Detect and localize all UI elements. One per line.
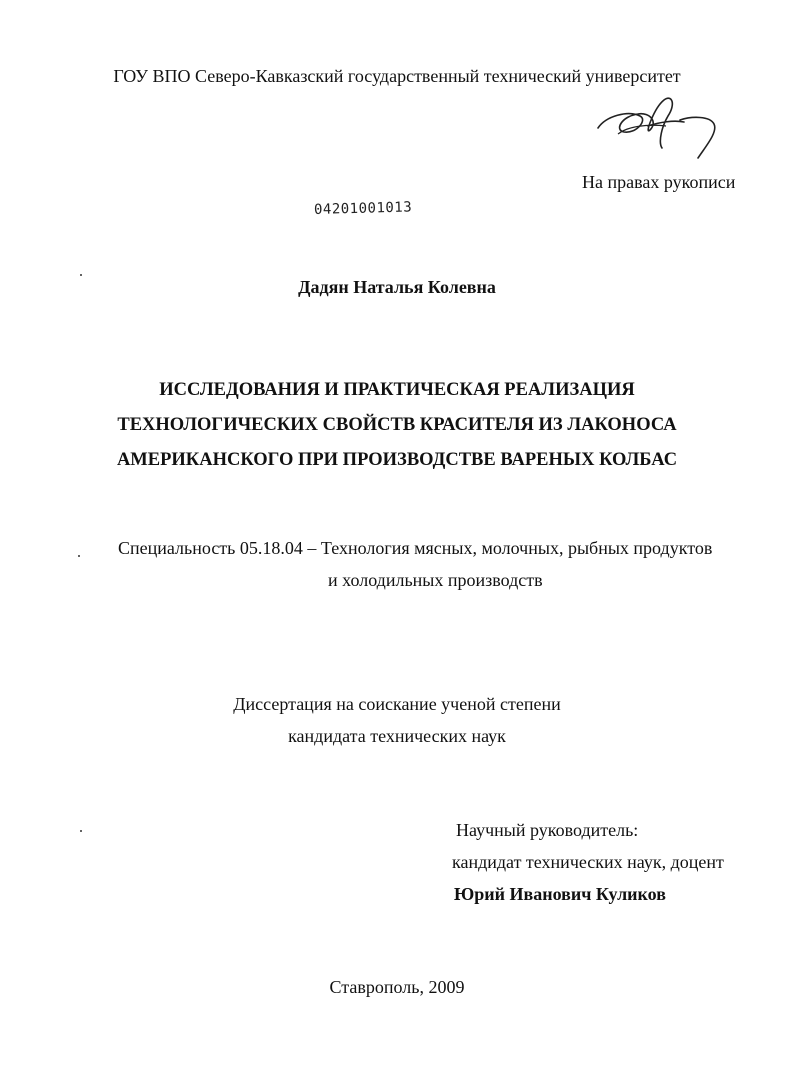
supervisor-label: Научный руководитель: (456, 820, 639, 840)
supervisor-academic-title: кандидат технических наук, доцент (452, 852, 724, 872)
degree-line-2: кандидата технических наук (288, 726, 506, 746)
scan-speck (80, 830, 82, 832)
city-and-year: Ставрополь, 2009 (329, 977, 465, 997)
dissertation-title-line-2: ТЕХНОЛОГИЧЕСКИХ СВОЙСТВ КРАСИТЕЛЯ ИЗ ЛАКОНОСА (117, 415, 677, 435)
handwritten-signature (588, 86, 733, 164)
dissertation-title-line-3: АМЕРИКАНСКОГО ПРИ ПРОИЗВОДСТВЕ ВАРЕНЫХ КОЛБАС (116, 450, 678, 470)
manuscript-rights-note: На правах рукописи (582, 172, 736, 192)
scan-speck (80, 274, 82, 276)
institution-name: ГОУ ВПО Северо-Кавказский государственный технический университет (113, 66, 681, 86)
author-name: Дадян Наталья Колевна (298, 277, 496, 297)
supervisor-name: Юрий Иванович Куликов (454, 884, 666, 904)
scan-speck (78, 555, 80, 557)
degree-line-1: Диссертация на соискание ученой степени (233, 694, 561, 714)
dissertation-title-line-1: ИССЛЕДОВАНИЯ И ПРАКТИЧЕСКАЯ РЕАЛИЗАЦИЯ (159, 380, 635, 400)
specialty-line-2: и холодильных производств (328, 570, 543, 590)
specialty-line-1: Специальность 05.18.04 – Технология мясных, молочных, рыбных продуктов (118, 538, 713, 558)
archive-stamp-number: 04201001013 (313, 199, 413, 218)
